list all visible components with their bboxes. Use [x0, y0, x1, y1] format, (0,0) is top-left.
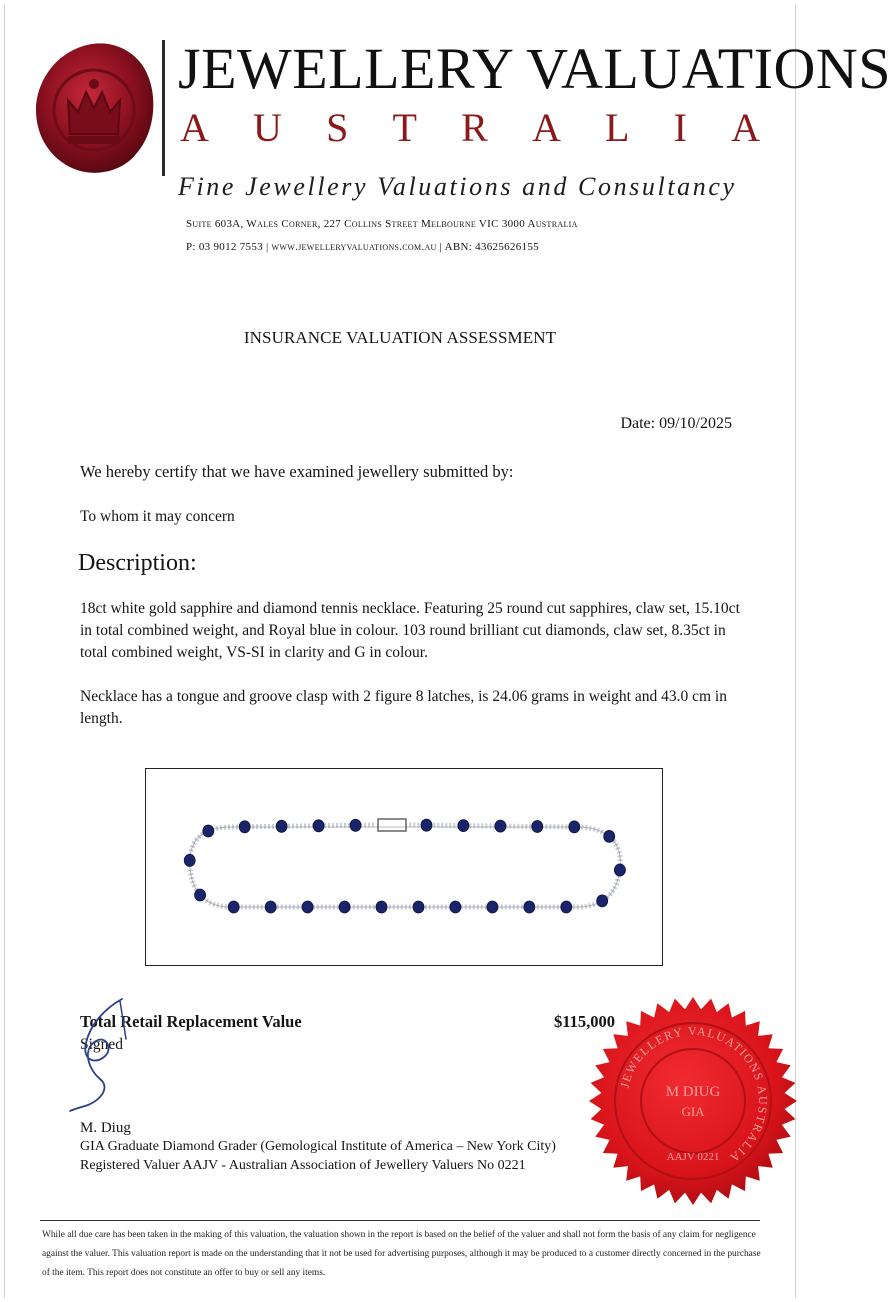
sapphire-stone: [569, 821, 580, 833]
seal-center-text: GIA: [681, 1104, 705, 1119]
brand-title: JEWELLERY VALUATIONS: [178, 36, 891, 101]
brand-country: [180, 105, 760, 150]
sapphire-stone: [376, 901, 387, 913]
sapphire-stone: [604, 830, 615, 842]
sapphire-stone: [487, 901, 498, 913]
country-letter: A: [531, 105, 561, 150]
sapphire-stone: [265, 901, 276, 913]
sapphire-stone: [184, 854, 195, 866]
recipient: To whom it may concern: [80, 508, 235, 525]
header-divider: [162, 40, 165, 176]
sapphire-stone: [450, 901, 461, 913]
sapphire-stone: [597, 895, 608, 907]
sapphire-stone: [495, 820, 506, 832]
seal-ring-text: JEWELLERY VALUATIONS AUSTRALIA: [617, 1023, 771, 1166]
certify-statement: We hereby certify that we have examined jewellery submitted by:: [80, 462, 514, 481]
sapphire-stone: [458, 820, 469, 832]
country-letter: L: [604, 105, 630, 150]
brand-tagline: Fine Jewellery Valuations and Consultancy: [178, 172, 737, 201]
footer-divider: [40, 1220, 760, 1221]
signer-name: M. Diug: [80, 1120, 131, 1136]
red-seal-stamp: [588, 990, 798, 1212]
necklace-illustration: [146, 769, 662, 965]
sapphire-stone: [524, 901, 535, 913]
sapphire-stone: [614, 864, 625, 876]
handwritten-signature: [60, 995, 140, 1115]
sapphire-stone: [203, 825, 214, 837]
description-paragraph: Necklace has a tongue and groove clasp with 2 figure 8 latches, is 24.06 grams in weight and 43.0 cm in length.: [80, 688, 727, 727]
sapphire-stone: [421, 819, 432, 831]
country-letter: R: [461, 105, 488, 150]
seal-bottom-text: AAJV 0221: [666, 1151, 720, 1163]
country-letter: S: [326, 105, 349, 150]
wax-seal-logo: [30, 38, 158, 178]
sapphire-stone: [228, 901, 239, 913]
country-letter: A: [180, 105, 209, 150]
country-letter: I: [673, 105, 687, 150]
necklace-photo: [145, 768, 663, 966]
disclaimer: While all due care has been taken in the making of this valuation, the valuation shown in the report is based on the belief of the valuer and shall not form the basis of any claim for negligence against the valuer. This valuation report is made on the understanding that it not be used for advertising purposes, although it may be produced to a customer directly concerned in the purchase of the item. This report does not constitute an offer to buy or sell any items.: [42, 1230, 761, 1278]
necklace-clasp: [378, 819, 406, 831]
sapphire-stone: [302, 901, 313, 913]
sapphire-stone: [313, 820, 324, 832]
sapphire-stone: [561, 901, 572, 913]
signed-label: Signed: [80, 1036, 124, 1053]
sapphire-stone: [350, 819, 361, 831]
total-value-label: Total Retail Replacement Value: [80, 1012, 302, 1031]
country-letter: A: [731, 105, 760, 150]
country-letter: T: [392, 105, 417, 150]
signer-credential: GIA Graduate Diamond Grader (Gemological Institute of America – New York City): [80, 1139, 556, 1154]
sapphire-stone: [532, 821, 543, 833]
description-heading: Description:: [78, 550, 197, 576]
sapphire-stone: [276, 820, 287, 832]
sapphire-stone: [413, 901, 424, 913]
total-value-amount: $115,000: [554, 1012, 615, 1031]
address-line: Suite 603A, Wales Corner, 227 Collins Street Melbourne VIC 3000 Australia: [186, 218, 578, 230]
document-heading: INSURANCE VALUATION ASSESSMENT: [243, 328, 557, 347]
sapphire-stone: [195, 889, 206, 901]
sapphire-stone: [239, 821, 250, 833]
signer-credential: Registered Valuer AAJV - Australian Association of Jewellery Valuers No 0221: [80, 1158, 526, 1173]
sapphire-stone: [339, 901, 350, 913]
contact-line: P: 03 9012 7553 | www.jewelleryvaluations.com.au | ABN: 43625626155: [186, 241, 539, 253]
date-line: Date: 09/10/2025: [620, 415, 732, 432]
description-paragraph: 18ct white gold sapphire and diamond tennis necklace. Featuring 25 round cut sapphires, claw set, 15.10ct in total combined weight, and Royal blue in colour. 103 round brilliant cut diamonds, claw set, 8.35ct in total combined weight, VS-SI in clarity and G in colour.: [80, 600, 740, 661]
seal-center-text: M DIUG: [665, 1084, 721, 1100]
country-letter: U: [253, 105, 282, 150]
